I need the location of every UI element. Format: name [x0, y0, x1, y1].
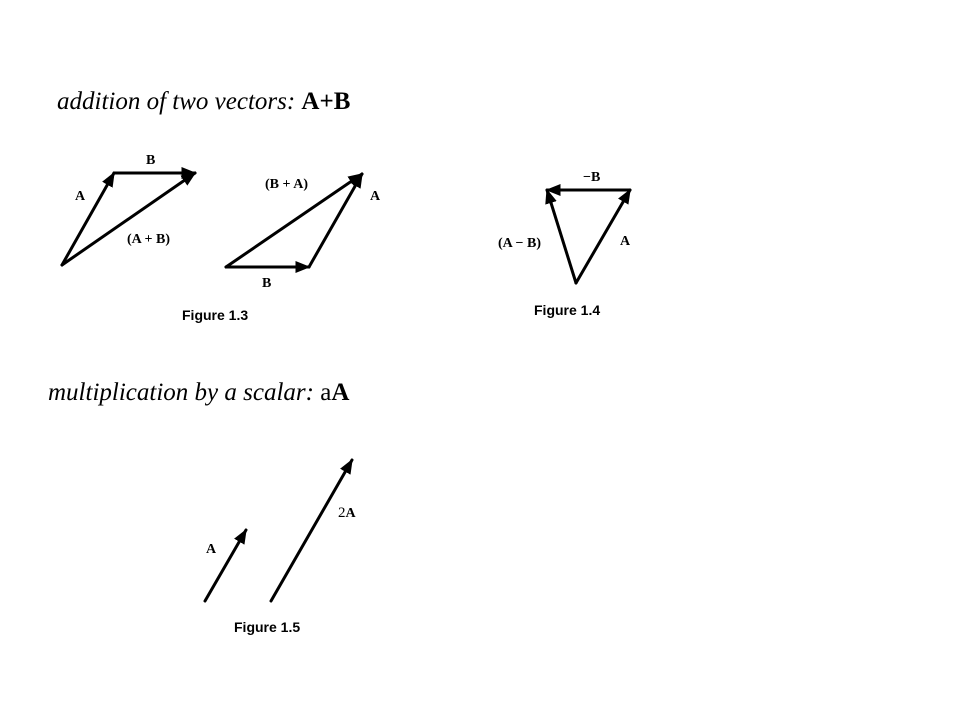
label-a-minus-b: (A − B) [498, 236, 541, 251]
label-b-plus-a: (B + A) [265, 177, 308, 192]
figure-1-4-caption: Figure 1.4 [534, 302, 601, 318]
scalar-heading-text: multiplication by a scalar: [48, 379, 321, 406]
vector-sum-arrow [62, 173, 195, 265]
vector-a-arrow [205, 530, 246, 601]
figure-1-5-caption: Figure 1.5 [234, 619, 301, 635]
figure-1-5 [205, 460, 357, 601]
figure-1-3-left [62, 153, 195, 265]
label-2a-scalar: 2 [338, 505, 346, 521]
label-a: A [370, 189, 381, 204]
label-a: A [206, 542, 217, 557]
vector-2a-arrow [271, 460, 352, 601]
label-a: A [620, 234, 631, 249]
label-2a-vector: A [345, 506, 356, 521]
figure-1-4 [498, 170, 631, 283]
label-2a [338, 505, 357, 521]
vector-diff-arrow [547, 190, 576, 283]
addition-heading-text: addition of two vectors: [57, 88, 302, 115]
label-a-plus-b: (A + B) [127, 232, 170, 247]
vector-a-arrow [309, 174, 362, 267]
label-b: B [146, 153, 156, 168]
figure-1-3-caption: Figure 1.3 [182, 307, 249, 323]
scalar-heading-vector: A [331, 379, 350, 406]
figure-1-3-right [226, 174, 381, 291]
vector-a-arrow [62, 173, 114, 265]
scalar-heading-scalar: a [320, 379, 332, 406]
addition-heading-vector: A+B [301, 88, 351, 115]
label-b: B [262, 276, 272, 291]
label-neg-b: −B [583, 170, 601, 185]
label-a: A [75, 189, 86, 204]
